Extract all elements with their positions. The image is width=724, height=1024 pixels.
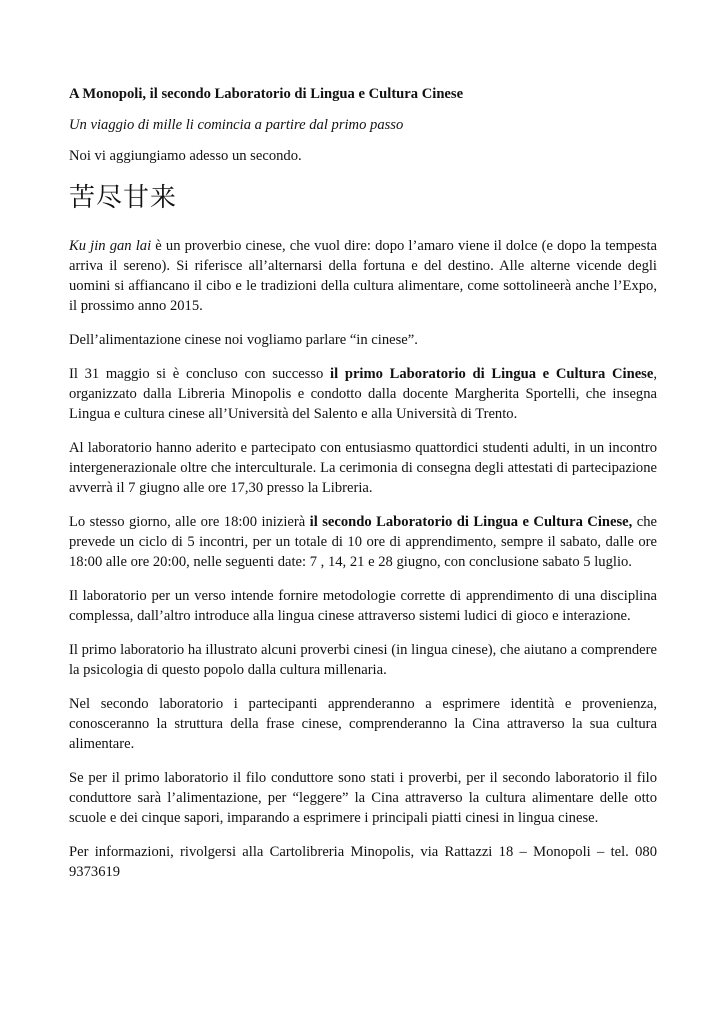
paragraph-theme: Se per il primo laboratorio il filo conduttore sono stati i proverbi, per il secondo laboratorio il filo conduttore sarà l’alimentazione, per “leggere” la Cina attraverso la cultura alimentare delle otto scuole e dei cinque sapori, imparando a esprimere i principali piatti cinesi in lingua cinese. [69, 770, 657, 826]
chinese-heading: 苦尽甘来 [69, 183, 178, 213]
lead-paragraph: Noi vi aggiungiamo adesso un secondo. [69, 148, 302, 164]
document-page [69, 84, 657, 896]
second-lab-name: il secondo Laboratorio di Lingua e Cultura Cinese, [309, 514, 633, 530]
document-subtitle: Un viaggio di mille li comincia a partire dal primo passo [69, 117, 404, 133]
paragraph-intro: Dell’alimentazione cinese noi vogliamo parlare “in cinese”. [69, 332, 418, 348]
document-title: A Monopoli, il secondo Laboratorio di Lingua e Cultura Cinese [69, 86, 464, 102]
paragraph-participants: Al laboratorio hanno aderito e partecipato con entusiasmo quattordici studenti adulti, in un incontro intergenerazionale oltre che interculturale. La cerimonia di consegna degli attestati di partecipazione avverrà il 7 giugno alle ore 17,30 presso la Libreria. [69, 440, 657, 496]
paragraph-first-lab [69, 364, 657, 424]
paragraph-first-lab-topic: Il primo laboratorio ha illustrato alcuni proverbi cinesi (in lingua cinese), che aiutano a comprendere la psicologia di questo popolo dalla cultura millenaria. [69, 642, 657, 678]
second-lab-start: Lo stesso giorno, alle ore 18:00 inizierà [69, 514, 310, 530]
proverb-pinyin: Ku jin gan lai [69, 238, 152, 254]
paragraph-proverb [69, 236, 657, 316]
first-lab-start: Il 31 maggio si è concluso con successo [69, 366, 331, 382]
proverb-explanation: è un proverbio cinese, che vuol dire: dopo l’amaro viene il dolce (e dopo la tempesta arriva il sereno). Si riferisce all’alternarsi della fortuna e del destino. Alle alterne vicende degli uomini si affiancano il cibo e le tradizioni della cultura alimentare, come sottolineerà anche l’Expo, il prossimo anno 2015. [69, 238, 657, 314]
paragraph-second-lab [69, 512, 657, 572]
paragraph-contact: Per informazioni, rivolgersi alla Cartolibreria Minopolis, via Rattazzi 18 – Monopoli – tel. 080 9373619 [69, 844, 657, 880]
second-lab-end: che prevede un ciclo di 5 incontri, per un totale di 10 ore di apprendimento, sempre il sabato, dalle ore 18:00 alle ore 20:00, nelle seguenti date: 7 , 14, 21 e 28 giugno, con conclusione sabato 5 luglio. [69, 514, 658, 570]
first-lab-name: il primo Laboratorio di Lingua e Cultura Cinese [330, 366, 654, 382]
paragraph-second-lab-topic: Nel secondo laboratorio i partecipanti apprenderanno a esprimere identità e provenienza, conosceranno la struttura della frase cinese, comprenderanno la Cina attraverso la sua cultura alimentare. [69, 696, 657, 752]
paragraph-method: Il laboratorio per un verso intende fornire metodologie corrette di apprendimento di una disciplina complessa, dall’altro introduce alla lingua cinese attraverso sistemi ludici di gioco e interazione. [69, 588, 657, 624]
first-lab-end: , organizzato dalla Libreria Minopolis e condotto dalla docente Margherita Sportelli, che insegna Lingua e cultura cinese all’Università del Salento e alla Università di Trento. [69, 366, 657, 422]
